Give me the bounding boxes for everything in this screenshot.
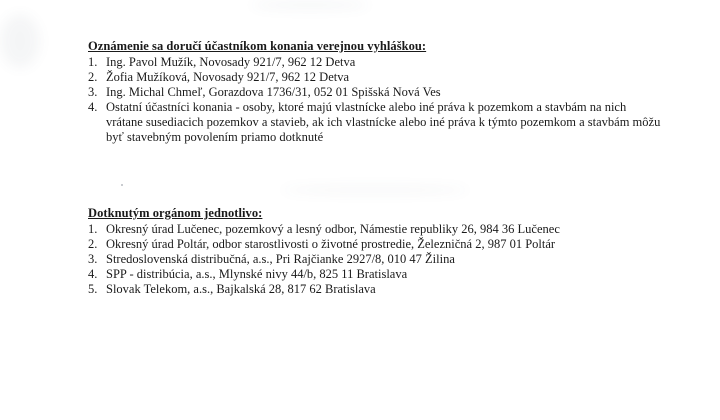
scan-bleed-smudge: [280, 186, 470, 194]
list-item: [88, 85, 688, 100]
scan-bleed-smudge: [0, 14, 40, 68]
list-item: [88, 237, 688, 252]
item-text: Ing. Michal Chmeľ, Gorazdova 1736/31, 052 01 Spišská Nová Ves: [106, 85, 441, 99]
notification-list: [88, 55, 688, 145]
list-item: [88, 70, 688, 85]
list-item: [88, 100, 688, 145]
scan-speck: [121, 184, 123, 186]
affected-bodies-list: [88, 222, 688, 297]
scan-bleed-smudge: [250, 0, 370, 10]
item-text: Žofia Mužíková, Novosady 921/7, 962 12 Detva: [106, 70, 350, 84]
item-number: 2.: [88, 70, 98, 84]
item-number: 1.: [88, 55, 98, 69]
list-item: [88, 282, 688, 297]
notification-heading: Oznámenie sa doručí účastníkom konania verejnou vyhláškou:: [88, 39, 427, 53]
item-number: 3.: [88, 85, 98, 99]
item-number: 5.: [88, 282, 98, 296]
item-text: Ostatní účastníci konania - osoby, ktoré majú vlastnícke alebo iné práva k pozemkom a stavbám na nich vrátane susediacich pozemkov a stavieb, ak ich vlastnícke alebo iné práva k týmto pozemkom a stavbám môžu byť stavebným povolením priamo dotknuté: [106, 100, 661, 144]
item-text: Okresný úrad Lučenec, pozemkový a lesný odbor, Námestie republiky 26, 984 36 Lučenec: [106, 222, 560, 236]
item-number: 4.: [88, 267, 98, 281]
list-item: [88, 267, 688, 282]
item-number: 2.: [88, 237, 98, 251]
item-text: SPP - distribúcia, a.s., Mlynské nivy 44/b, 825 11 Bratislava: [106, 267, 408, 281]
notification-section: [88, 39, 688, 145]
item-text: Ing. Pavol Mužík, Novosady 921/7, 962 12 Detva: [106, 55, 356, 69]
list-item: [88, 222, 688, 237]
list-item: [88, 252, 688, 267]
item-text: Stredoslovenská distribučná, a.s., Pri Rajčianke 2927/8, 010 47 Žilina: [106, 252, 455, 266]
affected-bodies-heading: Dotknutým orgánom jednotlivo:: [88, 206, 263, 220]
item-number: 1.: [88, 222, 98, 236]
item-text: Okresný úrad Poltár, odbor starostlivosti o životné prostredie, Železničná 2, 987 01 Poltár: [106, 237, 556, 251]
list-item: [88, 55, 688, 70]
item-number: 3.: [88, 252, 98, 266]
item-number: 4.: [88, 100, 98, 114]
affected-bodies-section: [88, 206, 688, 297]
item-text: Slovak Telekom, a.s., Bajkalská 28, 817 62 Bratislava: [106, 282, 376, 296]
